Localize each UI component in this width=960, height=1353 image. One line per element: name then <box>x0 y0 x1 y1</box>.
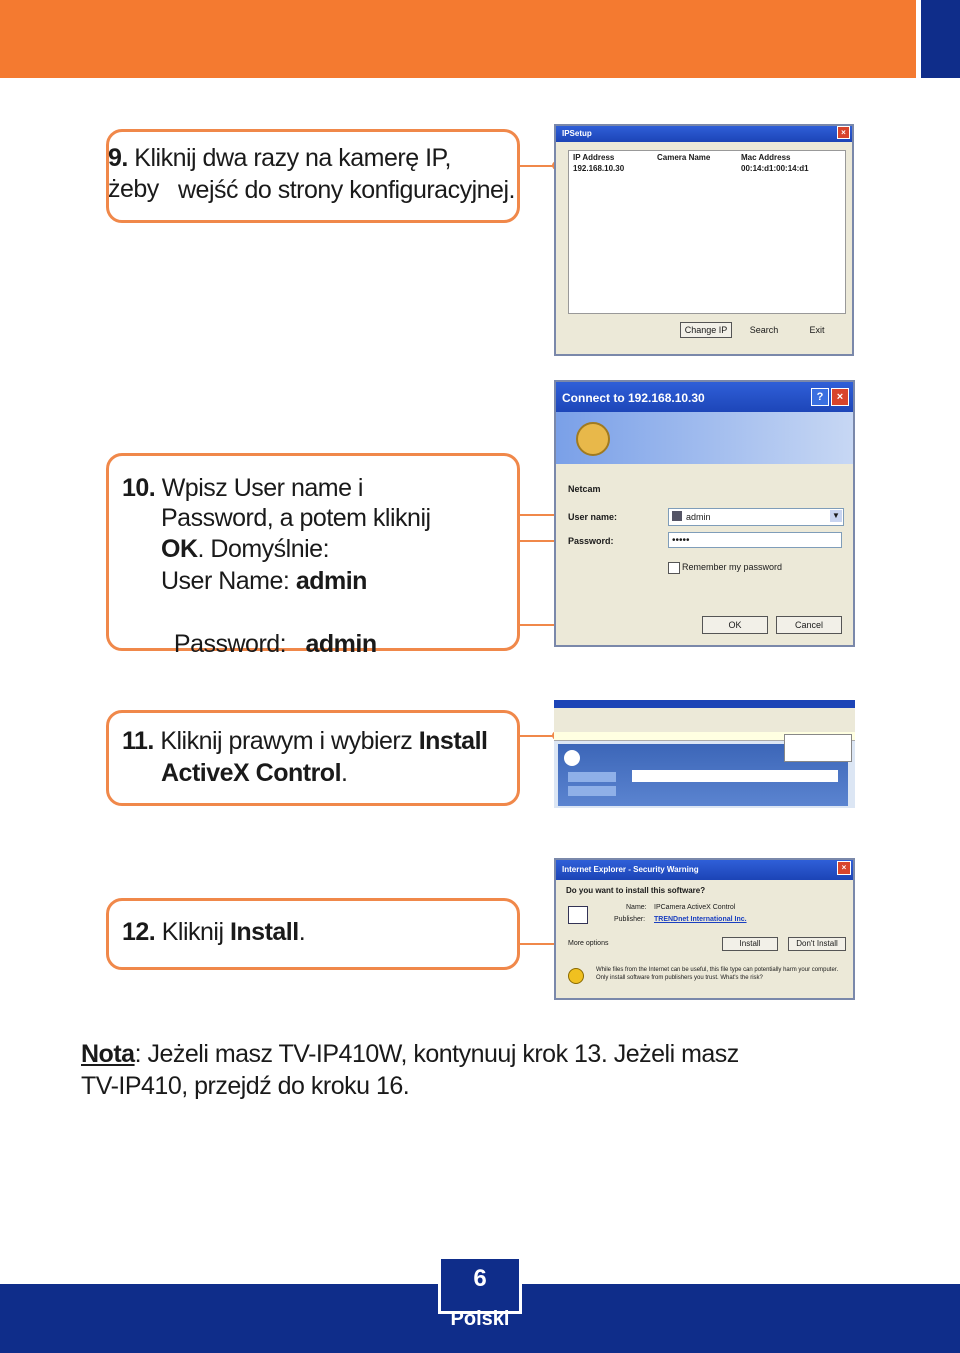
remember-label: Remember my password <box>682 562 783 572</box>
step-11-line2 <box>161 758 347 789</box>
step-10-pass-label: Password: <box>173 630 306 658</box>
step-9-line2: wejść do strony konfiguracyjnej. <box>178 176 515 204</box>
step-10-user-value: admin <box>295 567 367 595</box>
step-10-connector-user <box>520 514 558 516</box>
step-11-bold1: Install <box>418 727 488 755</box>
side-button-1[interactable] <box>568 772 616 782</box>
step-10-user-label: User Name: <box>161 567 296 595</box>
step-10-user <box>161 566 367 597</box>
name-label: Name: <box>626 904 647 911</box>
name-value: IPCamera ActiveX Control <box>654 904 736 911</box>
step-10-connector-pass <box>520 540 558 542</box>
step-10-line2: Password, a potem kliknij <box>161 504 431 532</box>
note-label: Nota <box>81 1040 135 1068</box>
publisher-label: Publisher: <box>614 916 646 923</box>
close-icon[interactable]: × <box>837 126 850 139</box>
step-10-text1: Wpisz User name i <box>155 474 363 502</box>
row-mac[interactable]: 00:14:d1:00:14:d1 <box>741 164 809 173</box>
cancel-button[interactable]: Cancel <box>776 616 842 634</box>
close-icon[interactable]: × <box>831 388 849 406</box>
connect-titlebar: Connect to 192.168.10.30 <box>556 382 853 414</box>
publisher-link[interactable]: TRENDnet International Inc. <box>654 916 747 923</box>
window-icon <box>568 906 588 924</box>
step-10-line1 <box>122 473 363 504</box>
realm-label: Netcam <box>568 484 601 494</box>
page-number: 6 <box>438 1256 522 1314</box>
step-12-bold1: Install <box>229 918 299 946</box>
step-12-number: 12. <box>122 918 156 946</box>
password-input[interactable] <box>668 532 842 548</box>
browser-screenshot <box>554 700 855 808</box>
header-blue-block <box>921 0 960 78</box>
ok-button[interactable]: OK <box>702 616 768 634</box>
step-11-connector <box>520 735 556 737</box>
note-line2: TV-IP410, przejdź do kroku 16. <box>81 1072 410 1100</box>
help-icon[interactable]: ? <box>811 388 829 406</box>
change-ip-button[interactable]: Change IP <box>680 322 732 338</box>
chevron-down-icon[interactable]: ▼ <box>830 510 842 522</box>
trendnet-logo <box>564 750 580 766</box>
step-11-number: 11. <box>122 727 154 755</box>
col-camera-name: Camera Name <box>657 153 711 162</box>
password-value: ••••• <box>672 535 690 546</box>
col-ip-address: IP Address <box>573 153 615 162</box>
exit-button[interactable]: Exit <box>796 322 838 338</box>
step-10-line3 <box>161 534 329 565</box>
step-11-bold2: ActiveX Control <box>161 759 342 787</box>
keys-icon <box>576 422 610 456</box>
password-label: Password: <box>568 536 614 546</box>
install-button[interactable]: Install <box>722 937 778 951</box>
connect-banner <box>556 412 855 464</box>
user-name-value: admin <box>686 512 711 522</box>
connect-dialog-screenshot <box>554 380 855 647</box>
warning-text: While files from the Internet can be useful, this file type can potentially harm your computer. Only install software from publishers you trust. What's the risk? <box>596 967 839 981</box>
step-11-line1 <box>122 726 487 757</box>
side-button-2[interactable] <box>568 786 616 796</box>
content-field <box>632 770 838 782</box>
col-mac-address: Mac Address <box>741 153 791 162</box>
ipsetup-titlebar: IPSetup <box>556 126 852 142</box>
step-10-ok: OK <box>161 535 198 563</box>
dont-install-button[interactable]: Don't Install <box>788 937 846 951</box>
ipsetup-screenshot <box>554 124 854 356</box>
user-icon <box>672 511 682 521</box>
note-text1: : Jeżeli masz TV-IP410W, kontynuuj krok 13. Jeżeli masz <box>134 1040 739 1068</box>
security-warning-screenshot <box>554 858 855 1000</box>
security-titlebar: Internet Explorer - Security Warning <box>556 860 853 880</box>
note-line1 <box>81 1039 739 1070</box>
browser-titlebar <box>554 700 855 708</box>
security-question: Do you want to install this software? <box>566 886 706 895</box>
warning-shield-icon <box>568 968 584 984</box>
step-11-end: . <box>341 759 348 787</box>
step-12-end: . <box>298 918 306 946</box>
step-9-number: 9. <box>108 144 128 172</box>
close-icon[interactable]: × <box>837 861 851 875</box>
step-11-text1: Kliknij prawym i wybierz <box>153 727 419 755</box>
step-12-line1 <box>122 917 305 948</box>
browser-toolbar <box>554 708 855 733</box>
header-orange-band <box>0 0 916 78</box>
step-10-text3: . Domyślnie: <box>197 535 330 563</box>
step-10-pass-value: admin <box>305 630 377 658</box>
ipsetup-list <box>568 150 846 314</box>
row-ip[interactable]: 192.168.10.30 <box>573 164 625 173</box>
context-menu[interactable] <box>784 734 852 762</box>
step-10-pass <box>161 598 377 660</box>
step-9-line1: Kliknij dwa razy na kamerę IP, żeby <box>108 144 451 203</box>
search-button[interactable]: Search <box>738 322 790 338</box>
step-10-number: 10. <box>122 474 156 502</box>
step-12-text1: Kliknij <box>155 918 230 946</box>
more-options[interactable]: More options <box>568 940 609 947</box>
remember-checkbox[interactable] <box>668 562 680 574</box>
user-name-label: User name: <box>568 512 618 522</box>
step-9-connector <box>520 165 556 167</box>
user-name-input[interactable] <box>668 508 844 526</box>
language-label: Polski <box>450 1308 510 1330</box>
